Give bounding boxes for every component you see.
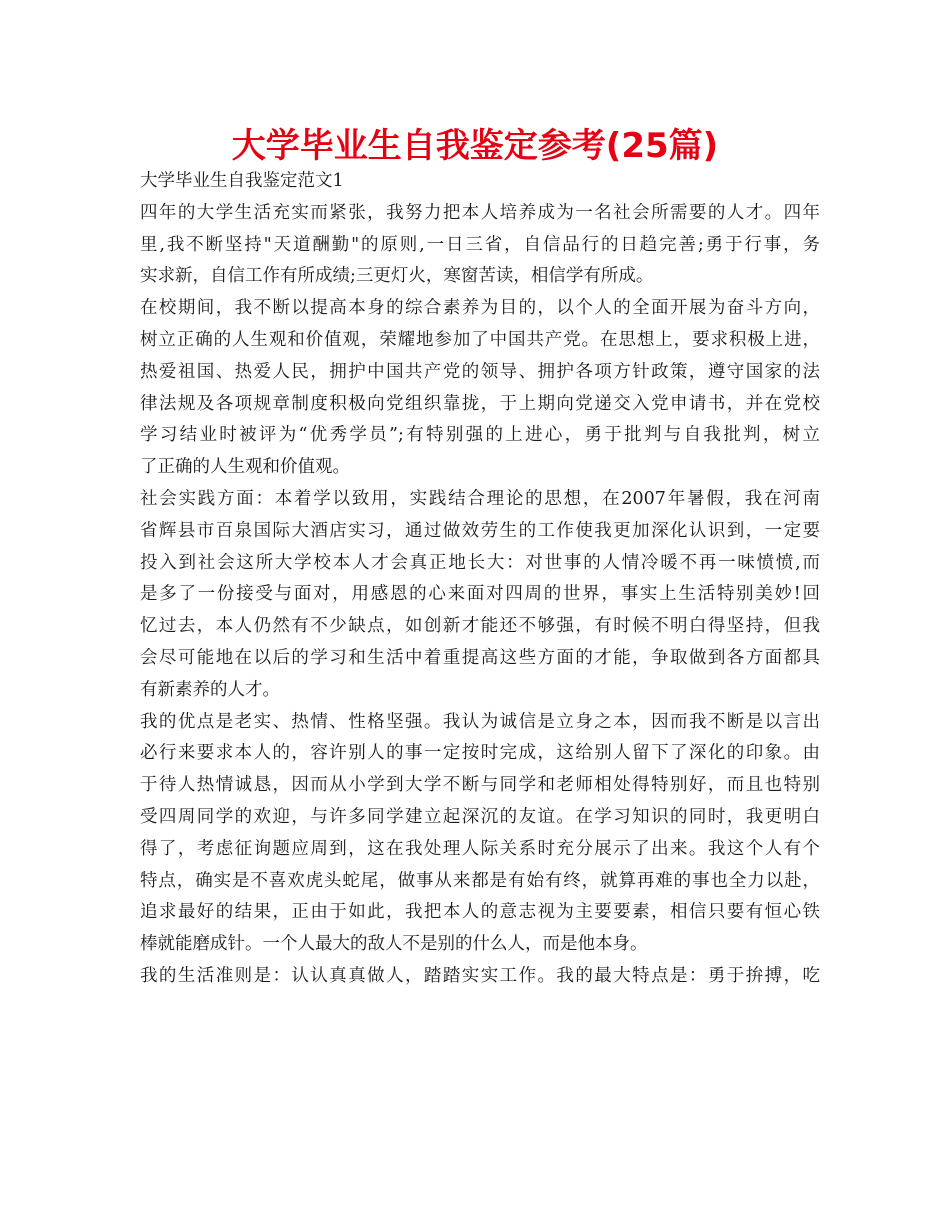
text-line: 投入到社会这所大学校本人才会真正地长大：对世事的人情冷暖不再一味愤愤,而 — [140, 552, 820, 573]
paragraph — [140, 198, 820, 293]
text-line: 四年的大学生活充实而紧张，我努力把本人培养成为一名社会所需要的人才。四年 — [140, 202, 820, 223]
text-line: 学习结业时被评为“优秀学员”;有特别强的上进心，勇于批判与自我批判，树立 — [140, 425, 820, 446]
section-heading: 大学毕业生自我鉴定范文1 — [140, 171, 344, 191]
text-line: 特点，确实是不喜欢虎头蛇尾，做事从来都是有始有终，就算再难的事也全力以赴， — [140, 870, 820, 891]
text-line: 棒就能磨成针。一个人最大的敌人不是别的什么人，而是他本身。 — [140, 934, 648, 955]
paragraph — [140, 293, 820, 484]
text-line: 里,我不断坚持"天道酬勤"的原则,一日三省，自信品行的日趋完善;勇于行事，务 — [140, 234, 820, 255]
text-line: 我的生活准则是：认认真真做人，踏踏实实工作。我的最大特点是：勇于拚搏，吃 — [140, 965, 820, 986]
text-line: 追求最好的结果，正由于如此，我把本人的意志视为主要要素，相信只要有恒心铁 — [140, 902, 820, 923]
paragraph — [140, 961, 820, 993]
text-line: 受四周同学的欢迎，与许多同学建立起深沉的友谊。在学习知识的同时，我更明白 — [140, 806, 820, 827]
text-line: 于待人热情诚恳，因而从小学到大学不断与同学和老师相处得特别好，而且也特别 — [140, 775, 820, 796]
text-line: 我的优点是老实、热情、性格坚强。我认为诚信是立身之本，因而我不断是以言出 — [140, 711, 820, 732]
paragraph — [140, 484, 820, 707]
text-line: 忆过去，本人仍然有不少缺点，如创新才能还不够强，有时候不明白得坚持，但我 — [140, 616, 820, 637]
document-title: 大学毕业生自我鉴定参考(25篇) — [231, 126, 719, 166]
paragraph — [140, 707, 820, 961]
text-line: 必行来要求本人的，容许别人的事一定按时完成，这给别人留下了深化的印象。由 — [140, 743, 820, 764]
text-line: 省辉县市百泉国际大酒店实习，通过做效劳生的工作使我更加深化认识到，一定要 — [140, 520, 820, 541]
text-line: 社会实践方面：本着学以致用，实践结合理论的思想，在2007年暑假，我在河南 — [140, 488, 820, 509]
text-line: 热爱祖国、热爱人民，拥护中国共产党的领导、拥护各项方针政策，遵守国家的法 — [140, 361, 820, 382]
document-body — [140, 166, 820, 993]
text-line: 律法规及各项规章制度积极向党组织靠拢，于上期向党递交入党申请书，并在党校 — [140, 393, 820, 414]
text-line: 树立正确的人生观和价值观，荣耀地参加了中国共产党。在思想上，要求积极上进， — [140, 329, 820, 350]
text-line: 在校期间，我不断以提高本身的综合素养为目的，以个人的全面开展为奋斗方向， — [140, 298, 820, 319]
text-line: 实求新，自信工作有所成绩;三更灯火，寒窗苦读，相信学有所成。 — [140, 266, 654, 287]
text-line: 有新素养的人才。 — [140, 679, 280, 700]
text-line: 会尽可能地在以后的学习和生活中着重提高这些方面的才能，争取做到各方面都具 — [140, 647, 820, 668]
text-line: 得了，考虑征询题应周到，这在我处理人际关系时充分展示了出来。我这个人有个 — [140, 838, 820, 859]
text-line: 了正确的人生观和价值观。 — [140, 457, 350, 478]
text-line: 是多了一份接受与面对，用感恩的心来面对四周的世界，事实上生活特别美妙!回 — [140, 584, 820, 605]
